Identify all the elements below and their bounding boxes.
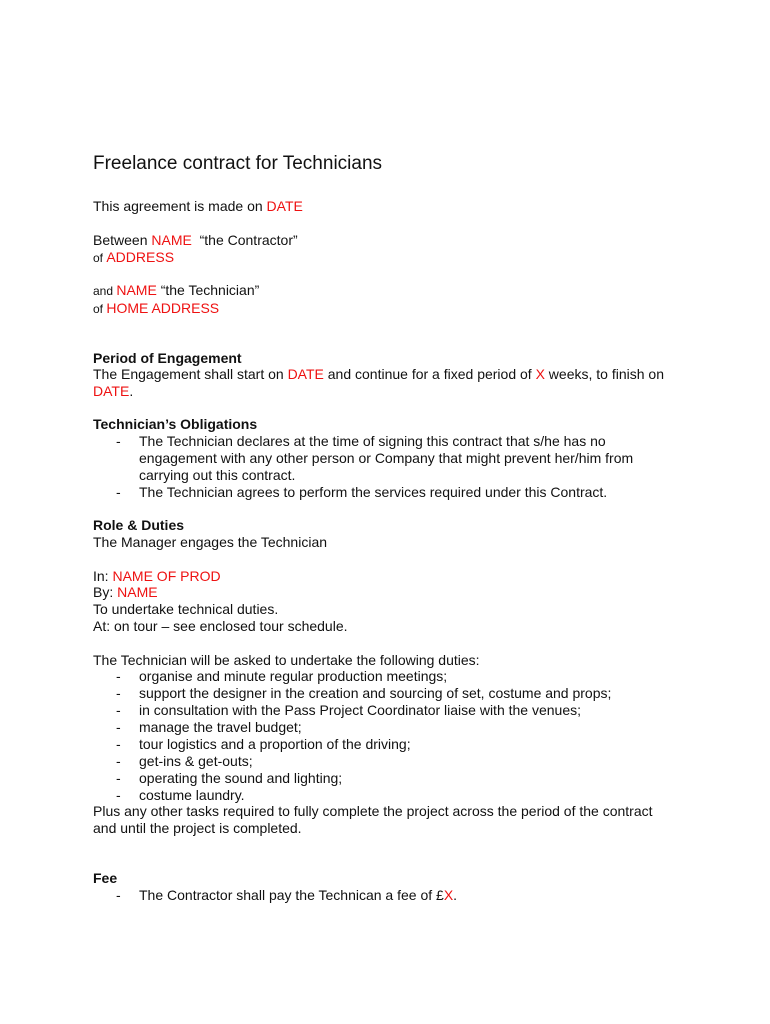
production-line bbox=[93, 568, 221, 585]
technician-line bbox=[93, 282, 259, 300]
engagement-text-3: weeks, to finish on bbox=[544, 366, 664, 382]
duty-text: organise and minute regular production meetings; bbox=[139, 668, 448, 684]
by-name-placeholder: NAME bbox=[117, 584, 158, 600]
by-label: By: bbox=[93, 584, 118, 600]
technician-of-label: of bbox=[93, 302, 107, 316]
dash-marker: - bbox=[116, 433, 121, 449]
contractor-of-label: of bbox=[93, 251, 107, 265]
by-line bbox=[93, 584, 158, 601]
list-item bbox=[93, 702, 713, 719]
obligations-list bbox=[93, 433, 663, 501]
list-item bbox=[93, 484, 663, 501]
duties-closing: Plus any other tasks required to fully complete the project across the period of the contract and until the project is completed. bbox=[93, 803, 653, 836]
fee-amount-placeholder: X bbox=[443, 887, 454, 903]
dash-marker: - bbox=[116, 719, 121, 735]
between-label: Between bbox=[93, 232, 152, 248]
duty-text: costume laundry. bbox=[139, 787, 245, 803]
list-item bbox=[93, 433, 663, 484]
role-intro: The Manager engages the Technician bbox=[93, 534, 328, 550]
engagement-text bbox=[93, 366, 683, 400]
contractor-role: “the Contractor” bbox=[191, 232, 298, 248]
agreement-date-placeholder: DATE bbox=[266, 198, 303, 214]
production-name-placeholder: NAME OF PROD bbox=[112, 568, 221, 584]
and-label: and bbox=[93, 284, 117, 298]
engagement-heading: Period of Engagement bbox=[93, 350, 242, 366]
in-label: In: bbox=[93, 568, 113, 584]
technician-address-line bbox=[93, 300, 219, 318]
contractor-address-placeholder: ADDRESS bbox=[106, 249, 175, 265]
duty-text: operating the sound and lighting; bbox=[139, 770, 343, 786]
duty-text: manage the travel budget; bbox=[139, 719, 302, 735]
engagement-end-placeholder: DATE bbox=[93, 383, 130, 399]
technician-address-placeholder: HOME ADDRESS bbox=[106, 300, 220, 316]
dash-marker: - bbox=[116, 702, 121, 718]
fee-text: The Contractor shall pay the Technican a fee of £ bbox=[139, 887, 444, 903]
engagement-text-2: and continue for a fixed period of bbox=[323, 366, 536, 382]
fee-list bbox=[93, 887, 713, 904]
duty-text: get-ins & get-outs; bbox=[139, 753, 253, 769]
fee-heading: Fee bbox=[93, 870, 118, 886]
dash-marker: - bbox=[116, 887, 121, 903]
duty-text: support the designer in the creation and sourcing of set, costume and props; bbox=[139, 685, 612, 701]
list-item bbox=[93, 770, 713, 787]
agreement-prefix: This agreement is made on bbox=[93, 198, 267, 214]
list-item bbox=[93, 685, 713, 702]
technician-name-placeholder: NAME bbox=[116, 282, 157, 298]
duty-text: in consultation with the Pass Project Coordinator liaise with the venues; bbox=[139, 702, 582, 718]
list-item bbox=[93, 753, 713, 770]
fee-end: . bbox=[453, 887, 458, 903]
duty-text: tour logistics and a proportion of the driving; bbox=[139, 736, 411, 752]
list-item bbox=[93, 719, 713, 736]
contractor-address-line bbox=[93, 249, 174, 267]
list-item bbox=[93, 887, 713, 904]
dash-marker: - bbox=[116, 770, 121, 786]
list-item bbox=[93, 736, 713, 753]
engagement-text-1: The Engagement shall start on bbox=[93, 366, 288, 382]
engagement-start-placeholder: DATE bbox=[287, 366, 324, 382]
technician-role: “the Technician” bbox=[156, 282, 260, 298]
list-item bbox=[93, 668, 713, 685]
dash-marker: - bbox=[116, 787, 121, 803]
duties-intro: The Technician will be asked to undertake the following duties: bbox=[93, 652, 480, 668]
role-heading: Role & Duties bbox=[93, 517, 185, 533]
dash-marker: - bbox=[116, 668, 121, 684]
agreement-line bbox=[93, 198, 303, 215]
list-item bbox=[93, 787, 713, 804]
tour-line: At: on tour – see enclosed tour schedule. bbox=[93, 618, 348, 634]
document-title: Freelance contract for Technicians bbox=[93, 153, 383, 174]
dash-marker: - bbox=[116, 753, 121, 769]
dash-marker: - bbox=[116, 484, 121, 500]
obligation-text: The Technician agrees to perform the services required under this Contract. bbox=[139, 484, 608, 500]
duties-list bbox=[93, 668, 713, 804]
obligation-text: The Technician declares at the time of signing this contract that s/he has no engagement with any other person or Company that might prevent her/him from carrying out this contract. bbox=[139, 433, 634, 483]
undertake-line: To undertake technical duties. bbox=[93, 601, 279, 617]
engagement-weeks-placeholder: X bbox=[535, 366, 545, 382]
engagement-text-4: . bbox=[129, 383, 134, 399]
contractor-line bbox=[93, 232, 298, 249]
dash-marker: - bbox=[116, 736, 121, 752]
dash-marker: - bbox=[116, 685, 121, 701]
contractor-name-placeholder: NAME bbox=[151, 232, 192, 248]
obligations-heading: Technician’s Obligations bbox=[93, 416, 258, 432]
